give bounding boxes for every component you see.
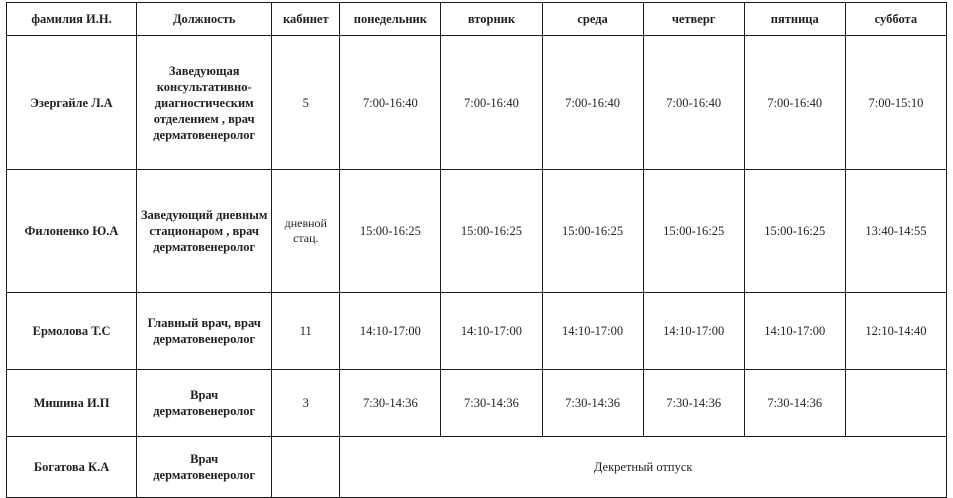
table-row — [7, 370, 947, 437]
table-header — [7, 3, 947, 36]
column-header-friday: пятница — [744, 3, 845, 36]
cell-friday: 7:30-14:36 — [744, 370, 845, 437]
doctors-schedule-table — [6, 2, 947, 498]
column-header-wednesday: среда — [542, 3, 643, 36]
cell-wednesday: 14:10-17:00 — [542, 293, 643, 370]
table-row — [7, 170, 947, 293]
cell-position: Врач дерматовенеролог — [137, 370, 272, 437]
cell-position: Главный врач, врач дерматовенеролог — [137, 293, 272, 370]
cell-position: Врач дерматовенеролог — [137, 437, 272, 498]
cell-position: Заведующий дневным стационаром , врач дерматовенеролог — [137, 170, 272, 293]
cell-tuesday: 7:00-16:40 — [441, 36, 542, 170]
cell-room: дневной стац. — [272, 170, 340, 293]
cell-position: Заведующая консультативно-диагностическим отделением , врач дерматовенеролог — [137, 36, 272, 170]
cell-saturday: 13:40-14:55 — [845, 170, 946, 293]
cell-thursday: 7:00-16:40 — [643, 36, 744, 170]
cell-name: Филоненко Ю.А — [7, 170, 137, 293]
column-header-position: Должность — [137, 3, 272, 36]
cell-thursday: 15:00-16:25 — [643, 170, 744, 293]
cell-monday: 7:00-16:40 — [340, 36, 441, 170]
cell-friday: 7:00-16:40 — [744, 36, 845, 170]
cell-name: Богатова К.А — [7, 437, 137, 498]
cell-name: Мишина И.П — [7, 370, 137, 437]
cell-wednesday: 15:00-16:25 — [542, 170, 643, 293]
cell-thursday: 14:10-17:00 — [643, 293, 744, 370]
cell-saturday — [845, 370, 946, 437]
cell-thursday: 7:30-14:36 — [643, 370, 744, 437]
cell-room: 5 — [272, 36, 340, 170]
cell-saturday: 7:00-15:10 — [845, 36, 946, 170]
column-header-monday: понедельник — [340, 3, 441, 36]
cell-tuesday: 15:00-16:25 — [441, 170, 542, 293]
column-header-name: фамилия И.Н. — [7, 3, 137, 36]
column-header-tuesday: вторник — [441, 3, 542, 36]
cell-monday: 15:00-16:25 — [340, 170, 441, 293]
column-header-room: кабинет — [272, 3, 340, 36]
column-header-saturday: суббота — [845, 3, 946, 36]
cell-monday: 14:10-17:00 — [340, 293, 441, 370]
cell-tuesday: 14:10-17:00 — [441, 293, 542, 370]
cell-monday: 7:30-14:36 — [340, 370, 441, 437]
cell-room: 3 — [272, 370, 340, 437]
cell-tuesday: 7:30-14:36 — [441, 370, 542, 437]
cell-room — [272, 437, 340, 498]
column-header-thursday: четверг — [643, 3, 744, 36]
header-row — [7, 3, 947, 36]
cell-saturday: 12:10-14:40 — [845, 293, 946, 370]
cell-wednesday: 7:00-16:40 — [542, 36, 643, 170]
cell-friday: 14:10-17:00 — [744, 293, 845, 370]
table-row — [7, 36, 947, 170]
cell-name: Эзергайле Л.А — [7, 36, 137, 170]
cell-status-note: Декретный отпуск — [340, 437, 947, 498]
cell-name: Ермолова Т.С — [7, 293, 137, 370]
cell-room: 11 — [272, 293, 340, 370]
cell-friday: 15:00-16:25 — [744, 170, 845, 293]
table-body — [7, 36, 947, 498]
table-row — [7, 293, 947, 370]
cell-wednesday: 7:30-14:36 — [542, 370, 643, 437]
table-row — [7, 437, 947, 498]
